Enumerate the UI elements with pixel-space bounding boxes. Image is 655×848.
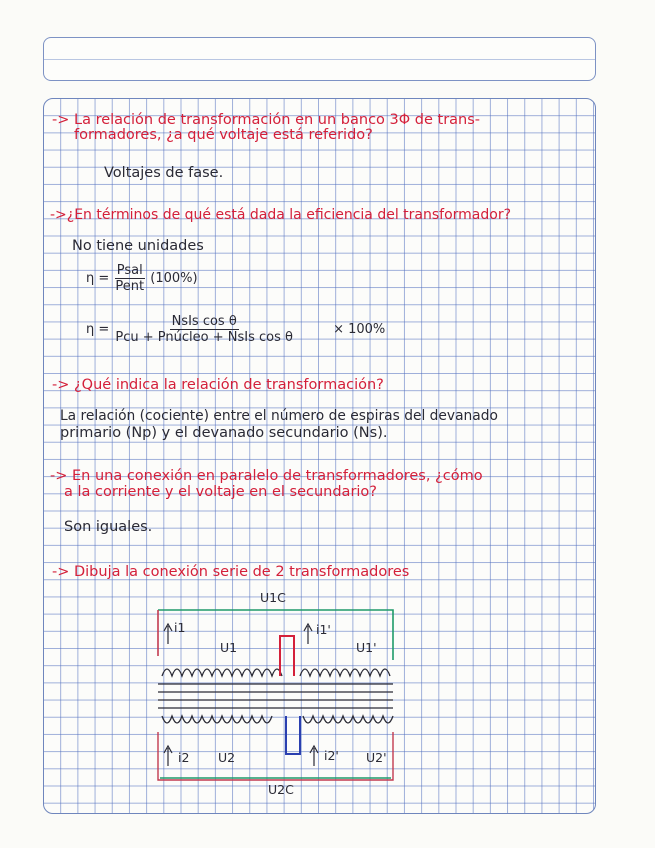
- question-5-line-1: -> Dibuja la conexión serie de 2 transformadores: [52, 564, 410, 580]
- answer-3-line-1: La relación (cociente) entre el número de espiras del devanado: [60, 408, 498, 424]
- efficiency-formula-1: [86, 263, 198, 294]
- header-box: [43, 37, 596, 81]
- question-1-line-1: -> La relación de transformación en un banco 3Φ de trans-: [52, 112, 481, 128]
- label-i1-prime: i1': [316, 622, 331, 637]
- formula-2-numerator: NsIs cos θ: [171, 314, 237, 329]
- arrow-i1: [164, 624, 172, 644]
- formula-2-fraction: [113, 314, 295, 345]
- arrow-i1-prime: [304, 624, 312, 644]
- secondary-series-link: [286, 716, 300, 754]
- efficiency-formula-2: [86, 314, 385, 345]
- formula-2-denominator: Pcu + Pnúcleo + NsIs cos θ: [115, 330, 293, 345]
- formula-2-lhs: η =: [86, 322, 110, 337]
- label-u1: U1: [220, 640, 238, 655]
- secondary-winding-2: [303, 716, 393, 723]
- formula-1-suffix: (100%): [150, 271, 198, 286]
- formula-1-lhs: η =: [86, 271, 110, 286]
- label-u1c: U1C: [260, 590, 286, 605]
- label-u2c: U2C: [268, 782, 294, 797]
- primary-winding-1: [162, 669, 282, 676]
- label-u2: U2: [218, 750, 236, 765]
- label-i2: i2: [178, 750, 190, 765]
- answer-1: Voltajes de fase.: [104, 165, 224, 181]
- arrow-i2-prime: [310, 746, 318, 766]
- formula-2-suffix: × 100%: [333, 322, 386, 337]
- formula-1-denominator: Pent: [115, 279, 145, 294]
- label-i1: i1: [174, 620, 186, 635]
- label-u1-prime: U1': [356, 640, 377, 655]
- formula-1-fraction: [113, 263, 146, 294]
- diagram-drawing: [148, 596, 408, 796]
- secondary-winding-1: [162, 716, 272, 723]
- label-u2-prime: U2': [366, 750, 387, 765]
- primary-winding-2: [300, 669, 390, 676]
- arrow-i2: [164, 746, 172, 766]
- answer-4: Son iguales.: [64, 519, 153, 535]
- answer-3-line-2: primario (Np) y el devanado secundario (Ns).: [60, 425, 388, 441]
- series-transformer-diagram: [148, 590, 408, 797]
- bottom-outer-wire-red: [158, 732, 393, 780]
- question-1-line-2: formadores, ¿a qué voltaje está referido?: [74, 127, 373, 143]
- question-3-line-1: -> ¿Qué indica la relación de transformación?: [52, 377, 384, 393]
- question-2-line-1: ->¿En términos de qué está dada la eficiencia del transformador?: [50, 207, 512, 223]
- label-i2-prime: i2': [324, 748, 339, 763]
- answer-2: No tiene unidades: [72, 238, 204, 254]
- question-4-line-2: a la corriente y el voltaje en el secundario?: [64, 484, 377, 500]
- question-4-line-1: -> En una conexión en paralelo de transformadores, ¿cómo: [50, 468, 483, 484]
- primary-series-link: [280, 636, 294, 676]
- formula-1-numerator: Psal: [116, 263, 143, 278]
